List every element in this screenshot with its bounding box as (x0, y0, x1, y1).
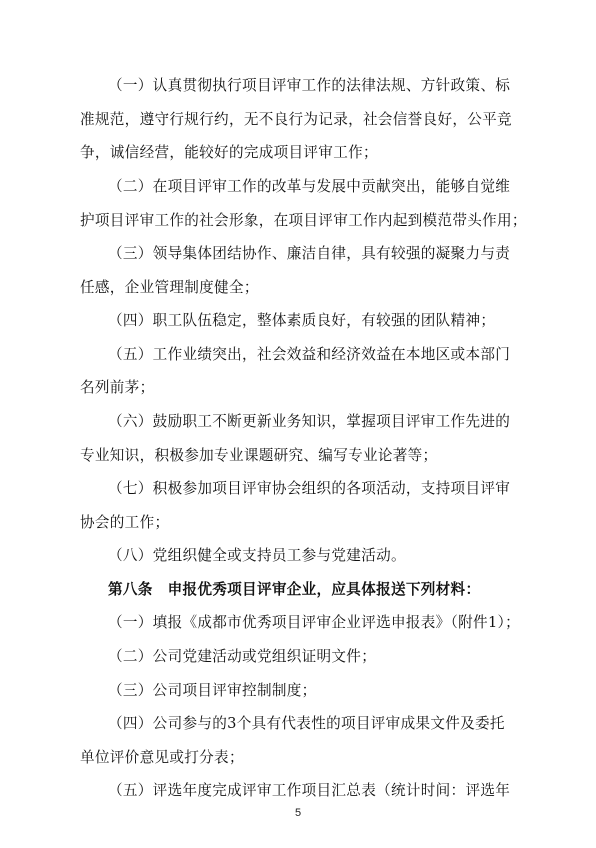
text-line: 争，诚信经营，能较好的完成项目评审工作； (80, 144, 378, 161)
text-line: （四）公司参与的3个具有代表性的项目评审成果文件及委托 (108, 715, 505, 732)
text-line: （三）公司项目评审控制制度； (108, 682, 317, 699)
text-line: 协会的工作； (80, 514, 170, 531)
text-line: （一）填报《成都市优秀项目评审企业评选申报表》（附件1）； (108, 614, 521, 631)
article-heading: 第八条 申报优秀项目评审企业，应具体报送下列材料： (108, 581, 481, 598)
text-line: 准规范，遵守行规行约，无不良行为记录，社会信誉良好，公平竞 (80, 111, 512, 128)
text-line: （三）领导集体团结协作、廉洁自律，具有较强的凝聚力与责 (108, 245, 511, 262)
text-line: （六）鼓励职工不断更新业务知识，掌握项目评审工作先进的 (108, 413, 511, 430)
text-line: （五）工作业绩突出，社会效益和经济效益在本地区或本部门 (108, 346, 511, 363)
text-line: （四）职工队伍稳定，整体素质良好，有较强的团队精神； (108, 312, 496, 329)
text-line: （二）在项目评审工作的改革与发展中贡献突出，能够自觉维 (108, 178, 511, 195)
text-line: （一）认真贯彻执行项目评审工作的法律法规、方针政策、标 (108, 77, 511, 94)
text-line: 专业知识，积极参加专业课题研究、编写专业论著等； (80, 447, 438, 464)
text-line: 单位评价意见或打分表； (80, 749, 244, 766)
text-line: 任感，企业管理制度健全； (80, 279, 259, 296)
text-line: （五）评选年度完成评审工作项目汇总表（统计时间：评选年 (108, 782, 511, 799)
text-line: （二）公司党建活动或党组织证明文件； (108, 648, 377, 665)
text-line: （八）党组织健全或支持员工参与党建活动。 (108, 547, 406, 564)
text-line: 护项目评审工作的社会形象，在项目评审工作内起到模范带头作用； (80, 212, 527, 229)
text-line: 名列前茅； (80, 379, 155, 396)
text-line: （七）积极参加项目评审协会组织的各项活动，支持项目评审 (108, 480, 511, 497)
page-number: 5 (294, 807, 302, 819)
